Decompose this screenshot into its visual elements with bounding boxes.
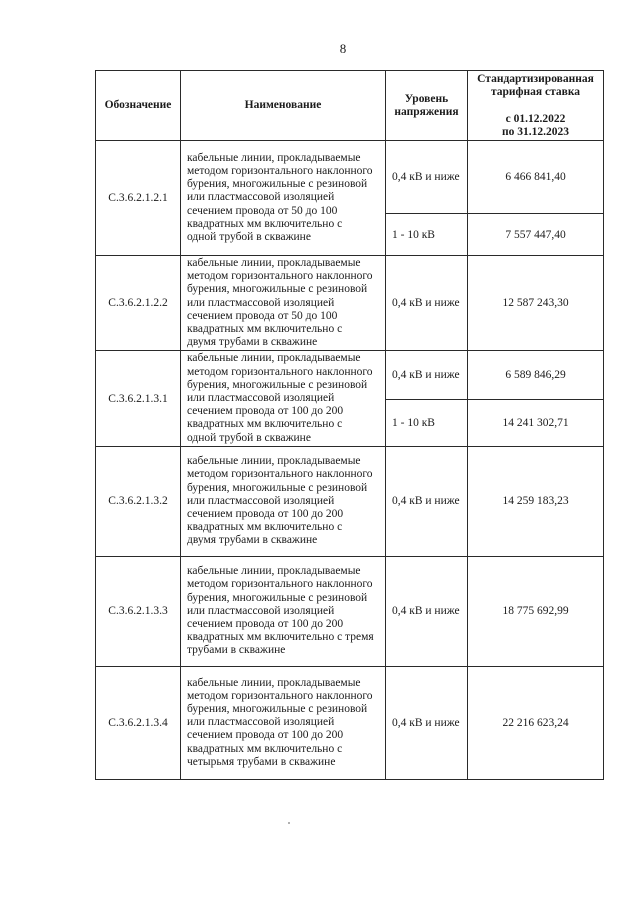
tariff-table — [95, 70, 604, 780]
page-number: 8 — [339, 41, 347, 56]
table-row — [96, 556, 604, 666]
table-row — [96, 256, 604, 351]
header-code-label: Обозначение — [104, 99, 172, 111]
rate-cell: 22 216 623,24 — [468, 666, 604, 779]
rate-cell: 18 775 692,99 — [468, 556, 604, 666]
name-cell — [181, 556, 386, 666]
rate-cell: 7 557 447,40 — [468, 214, 604, 256]
header-rate — [468, 71, 604, 141]
rate-cell: 14 241 302,71 — [468, 399, 604, 446]
header-name — [181, 71, 386, 141]
name-cell — [181, 666, 386, 779]
name-cell — [181, 446, 386, 556]
header-code — [96, 71, 181, 141]
code-cell: С.3.6.2.1.3.2 — [96, 446, 181, 556]
name-text: кабельные линии, прокладываемые методом горизонтального наклонного бурения, многожильные с резиновой или пластмассовой изоляцией сечением провода от 100 до 200 квадратных мм включительно с четырьмя трубами в скважине — [187, 676, 373, 768]
name-cell — [181, 256, 386, 351]
table-row — [96, 666, 604, 779]
table-row — [96, 351, 604, 399]
code-cell: С.3.6.2.1.3.3 — [96, 556, 181, 666]
voltage-cell: 0,4 кВ и ниже — [386, 351, 468, 399]
rate-cell: 14 259 183,23 — [468, 446, 604, 556]
name-cell — [181, 351, 386, 446]
voltage-cell: 1 - 10 кВ — [386, 214, 468, 256]
voltage-cell: 0,4 кВ и ниже — [386, 256, 468, 351]
voltage-cell: 1 - 10 кВ — [386, 399, 468, 446]
name-text: кабельные линии, прокладываемые методом горизонтального наклонного бурения, многожильные с резиновой или пластмассовой изоляцией сечением провода от 50 до 100 квадратных мм включительно с двумя трубами в скважине — [187, 257, 373, 349]
rate-cell: 12 587 243,30 — [468, 256, 604, 351]
voltage-cell: 0,4 кВ и ниже — [386, 141, 468, 214]
table-header-row — [96, 71, 604, 141]
table-row — [96, 446, 604, 556]
voltage-cell: 0,4 кВ и ниже — [386, 446, 468, 556]
code-cell: С.3.6.2.1.3.4 — [96, 666, 181, 779]
code-cell: С.3.6.2.1.2.2 — [96, 256, 181, 351]
table-row — [96, 141, 604, 214]
rate-cell: 6 466 841,40 — [468, 141, 604, 214]
scan-speck — [288, 822, 290, 824]
header-rate-period: с 01.12.2022 по 31.12.2023 — [501, 112, 569, 138]
rate-cell: 6 589 846,29 — [468, 351, 604, 399]
voltage-cell: 0,4 кВ и ниже — [386, 556, 468, 666]
name-text: кабельные линии, прокладываемые методом горизонтального наклонного бурения, многожильные с резиновой или пластмассовой изоляцией сечением провода от 100 до 200 квадратных мм включительно с тремя трубами в скважине — [187, 565, 374, 657]
voltage-cell: 0,4 кВ и ниже — [386, 666, 468, 779]
header-rate-title: Стандартизированная тарифная ставка — [477, 72, 594, 98]
header-voltage-label: Уровень напряжения — [394, 92, 459, 118]
name-cell — [181, 141, 386, 256]
name-text: кабельные линии, прокладываемые методом горизонтального наклонного бурения, многожильные с резиновой или пластмассовой изоляцией сечением провода от 50 до 100 квадратных мм включительно с одной трубой в скважине — [187, 151, 373, 243]
header-name-label: Наименование — [244, 99, 322, 111]
code-cell: С.3.6.2.1.2.1 — [96, 141, 181, 256]
name-text: кабельные линии, прокладываемые методом горизонтального наклонного бурения, многожильные с резиновой или пластмассовой изоляцией сечением провода от 100 до 200 квадратных мм включительно с одной трубой в скважине — [187, 352, 373, 444]
name-text: кабельные линии, прокладываемые методом горизонтального наклонного бурения, многожильные с резиновой или пластмассовой изоляцией сечением провода от 100 до 200 квадратных мм включительно с двумя трубами в скважине — [187, 455, 373, 547]
code-cell: С.3.6.2.1.3.1 — [96, 351, 181, 446]
header-voltage — [386, 71, 468, 141]
